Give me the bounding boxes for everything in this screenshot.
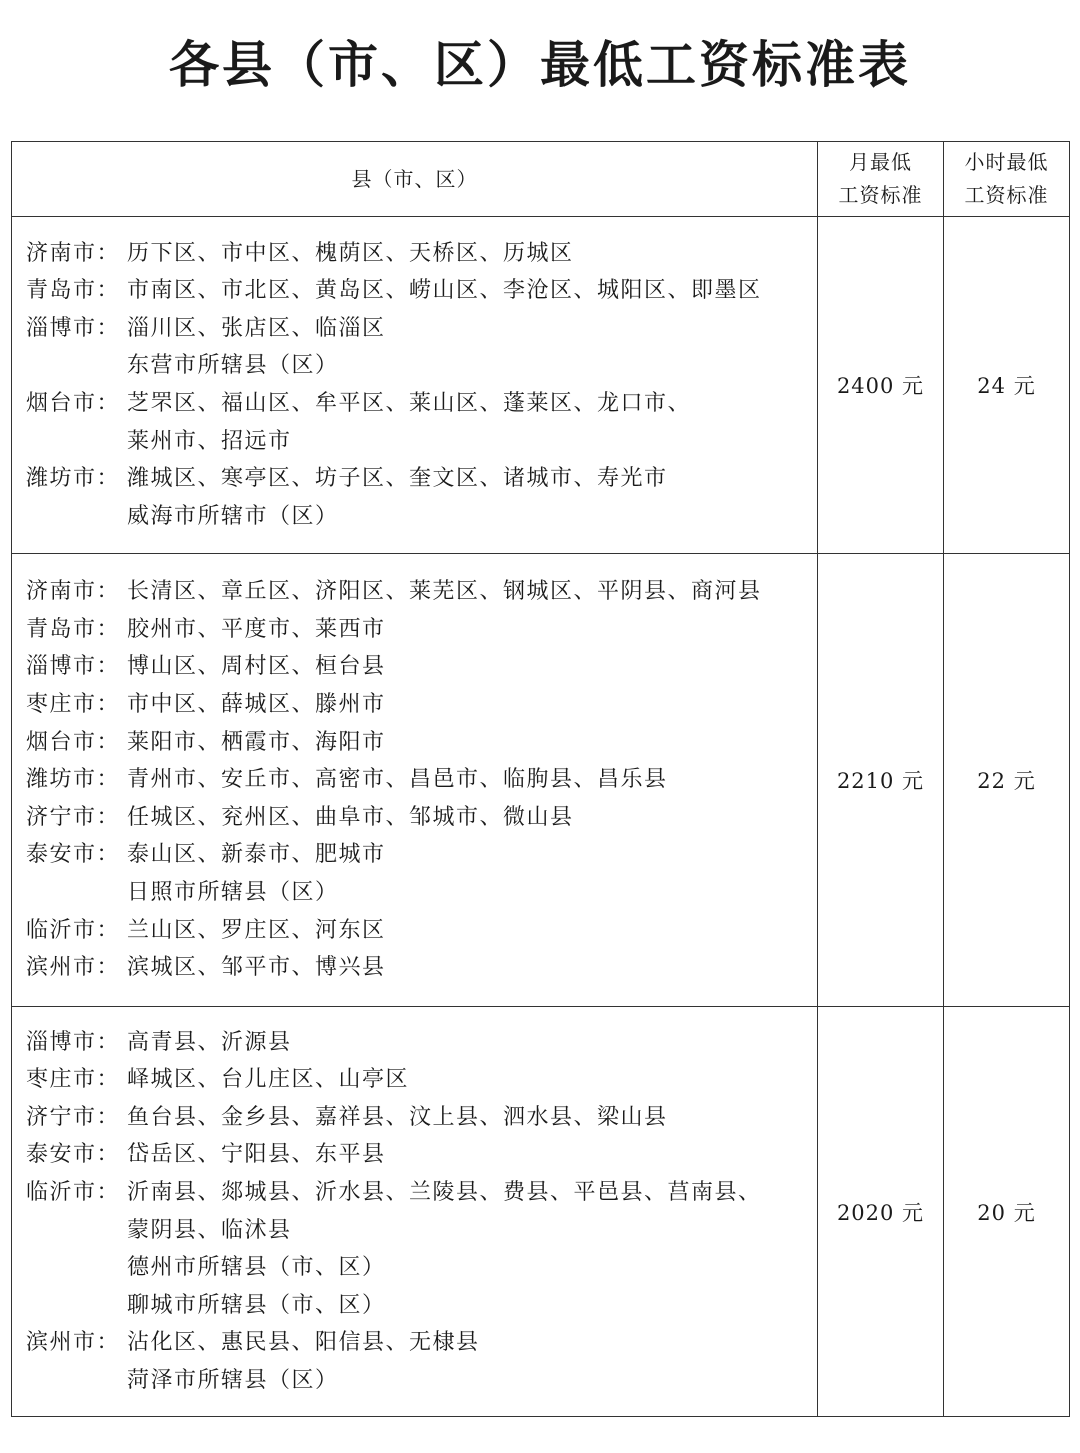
area-line <box>26 1099 817 1137</box>
city-label: 滨州市： <box>26 955 121 981</box>
district-list: 市南区、市北区、黄岛区、崂山区、李沧区、城阳区、即墨区 <box>127 278 762 304</box>
area-line <box>26 272 817 310</box>
header-hourly-wage: 小时最低 工资标准 <box>944 142 1070 217</box>
district-list: 莱阳市、栖霞市、海阳市 <box>127 729 386 755</box>
area-line <box>26 1212 817 1250</box>
district-list: 长清区、章丘区、济阳区、莱芜区、钢城区、平阴县、商河县 <box>127 579 762 605</box>
city-label: 淄博市： <box>26 315 121 341</box>
district-list: 芝罘区、福山区、牟平区、莱山区、蓬莱区、龙口市、 <box>127 391 692 416</box>
city-label: 济宁市： <box>26 804 121 830</box>
hourly-wage-cell: 20 元 <box>944 1007 1070 1417</box>
area-line <box>26 310 817 348</box>
area-line <box>26 874 817 912</box>
district-list: 兰山区、罗庄区、河东区 <box>127 917 386 943</box>
area-line <box>26 724 817 762</box>
city-label: 青岛市： <box>26 278 121 304</box>
header-monthly-wage: 月最低 工资标准 <box>818 142 944 217</box>
district-list: 威海市所辖市（区） <box>127 503 339 529</box>
city-label <box>26 347 127 385</box>
city-label <box>26 1249 127 1287</box>
district-list: 滨城区、邹平市、博兴县 <box>127 955 386 981</box>
page-title: 各县（市、区）最低工资标准表 <box>169 36 911 94</box>
hourly-wage-cell: 22 元 <box>944 554 1070 1007</box>
area-line <box>26 836 817 874</box>
city-label: 济南市： <box>26 240 121 266</box>
district-list: 鱼台县、金乡县、嘉祥县、汶上县、泗水县、梁山县 <box>127 1104 668 1130</box>
area-line <box>26 611 817 649</box>
area-line <box>26 686 817 724</box>
area-line <box>26 1174 817 1212</box>
district-list: 德州市所辖县（市、区） <box>127 1255 386 1281</box>
hourly-wage-cell: 24 元 <box>944 217 1070 554</box>
city-label <box>26 498 127 536</box>
city-label: 青岛市： <box>26 616 121 642</box>
area-line <box>26 1249 817 1287</box>
district-list: 青州市、安丘市、高密市、昌邑市、临朐县、昌乐县 <box>127 767 668 793</box>
area-line <box>26 1324 817 1362</box>
city-label: 临沂市： <box>26 1179 121 1205</box>
city-label: 烟台市： <box>26 729 121 755</box>
area-line <box>26 423 817 461</box>
area-cell <box>12 554 818 1007</box>
monthly-wage-cell: 2400 元 <box>818 217 944 554</box>
table-header-row <box>12 142 1070 217</box>
city-label: 临沂市： <box>26 917 121 943</box>
area-line <box>26 761 817 799</box>
district-list: 峄城区、台儿庄区、山亭区 <box>127 1067 410 1093</box>
minimum-wage-table <box>11 141 1070 1417</box>
area-line <box>26 1024 817 1062</box>
city-label: 淄博市： <box>26 1029 121 1055</box>
city-label <box>26 1287 127 1325</box>
table-row <box>12 554 1070 1007</box>
area-line <box>26 1362 817 1400</box>
city-label: 淄博市： <box>26 654 121 680</box>
city-label: 烟台市： <box>26 391 121 416</box>
district-list: 博山区、周村区、桓台县 <box>127 654 386 680</box>
table-row <box>12 217 1070 554</box>
district-list: 菏泽市所辖县（区） <box>127 1367 339 1393</box>
area-line <box>26 460 817 498</box>
district-list: 胶州市、平度市、莱西市 <box>127 616 386 642</box>
header-area: 县（市、区） <box>12 142 818 217</box>
area-line <box>26 1136 817 1174</box>
area-line <box>26 385 817 423</box>
city-label: 济宁市： <box>26 1104 121 1130</box>
area-line <box>26 235 817 273</box>
district-list: 日照市所辖县（区） <box>127 879 339 905</box>
area-cell <box>12 1007 818 1417</box>
district-list: 蒙阴县、临沭县 <box>127 1217 292 1243</box>
city-label: 枣庄市： <box>26 692 121 718</box>
area-line <box>26 347 817 385</box>
district-list: 历下区、市中区、槐荫区、天桥区、历城区 <box>127 240 574 266</box>
district-list: 市中区、薛城区、滕州市 <box>127 692 386 718</box>
city-label: 潍坊市： <box>26 767 121 793</box>
city-label: 滨州市： <box>26 1330 121 1356</box>
city-label <box>26 423 127 461</box>
district-list: 淄川区、张店区、临淄区 <box>127 315 386 341</box>
area-line <box>26 799 817 837</box>
monthly-wage-cell: 2020 元 <box>818 1007 944 1417</box>
city-label <box>26 1212 127 1250</box>
district-list: 潍城区、寒亭区、坊子区、奎文区、诸城市、寿光市 <box>127 466 668 492</box>
city-label <box>26 1362 127 1400</box>
city-label: 枣庄市： <box>26 1067 121 1093</box>
table-body <box>12 217 1070 1417</box>
district-list: 东营市所辖县（区） <box>127 353 339 379</box>
city-label: 济南市： <box>26 579 121 605</box>
area-line <box>26 1061 817 1099</box>
monthly-wage-cell: 2210 元 <box>818 554 944 1007</box>
district-list: 沂南县、郯城县、沂水县、兰陵县、费县、平邑县、莒南县、 <box>127 1179 762 1205</box>
city-label: 泰安市： <box>26 1142 121 1168</box>
table-row <box>12 1007 1070 1417</box>
area-line <box>26 1287 817 1325</box>
area-line <box>26 912 817 950</box>
city-label: 潍坊市： <box>26 466 121 492</box>
area-line <box>26 498 817 536</box>
district-list: 任城区、兖州区、曲阜市、邹城市、微山县 <box>127 804 574 830</box>
district-list: 聊城市所辖县（市、区） <box>127 1292 386 1318</box>
district-list: 岱岳区、宁阳县、东平县 <box>127 1142 386 1168</box>
city-label: 泰安市： <box>26 842 121 868</box>
area-cell <box>12 217 818 554</box>
district-list: 泰山区、新泰市、肥城市 <box>127 842 386 868</box>
district-list: 高青县、沂源县 <box>127 1029 292 1055</box>
city-label <box>26 874 127 912</box>
area-line <box>26 949 817 987</box>
area-line <box>26 573 817 611</box>
district-list: 莱州市、招远市 <box>127 428 292 454</box>
area-line <box>26 648 817 686</box>
district-list: 沾化区、惠民县、阳信县、无棣县 <box>127 1330 480 1356</box>
